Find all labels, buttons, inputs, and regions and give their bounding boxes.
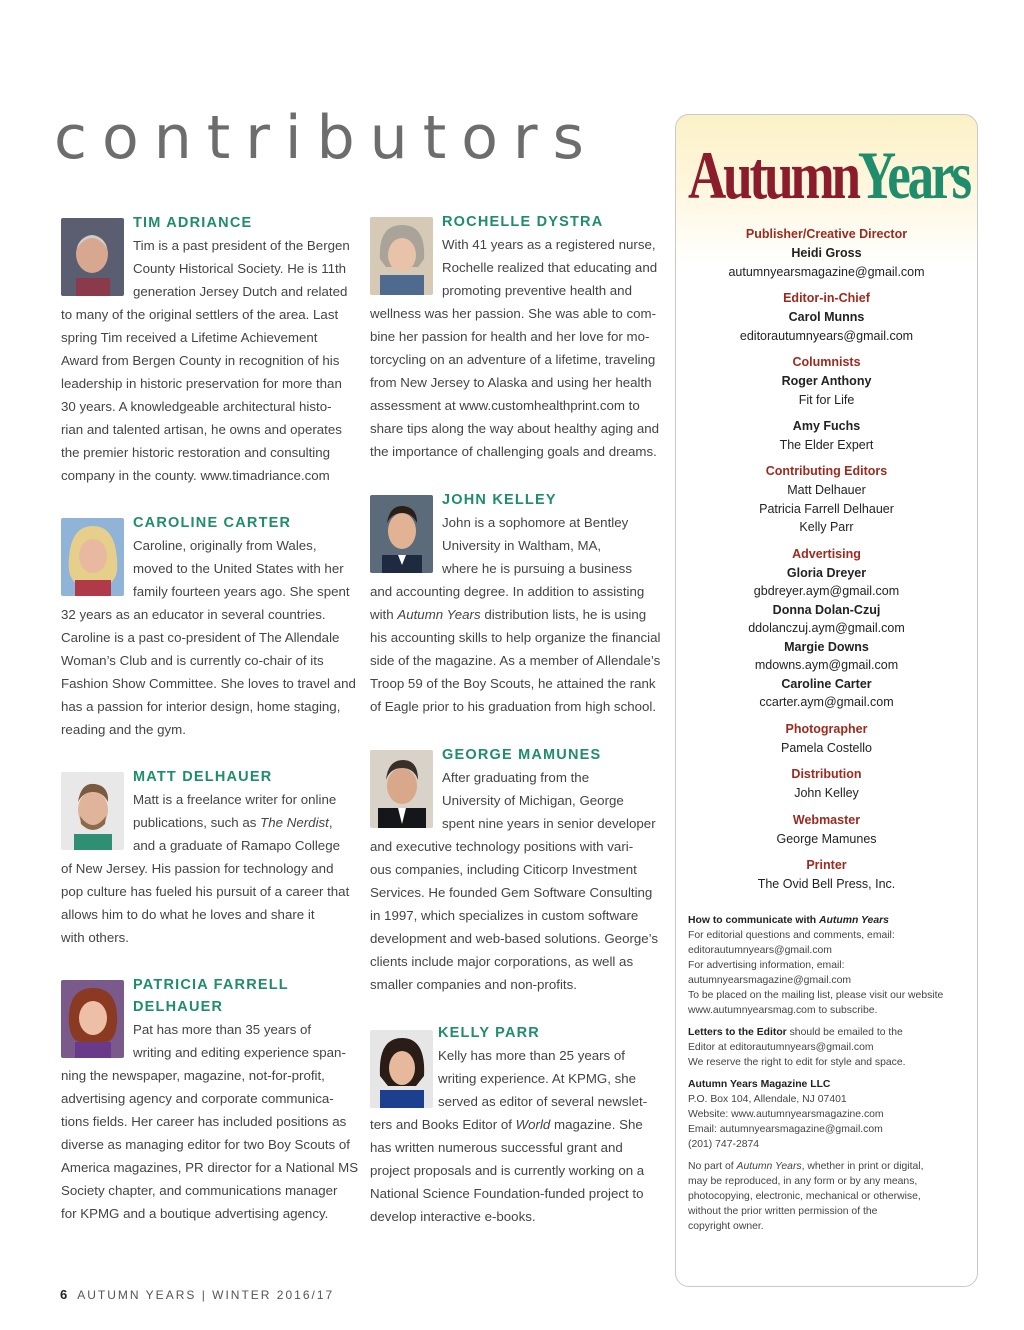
masthead-line: Heidi Gross <box>791 246 862 260</box>
masthead-line: George Mamunes <box>776 831 877 846</box>
masthead-line: gbdreyer.aym@gmail.com <box>753 584 900 598</box>
masthead-role: Advertising <box>792 546 861 561</box>
fine-print: How to communicate with Autumn Years For editorial questions and comments, email: editorautumnyears@gmail.com For advertising information, email: autumnyearsmagazine@gmail.com To be placed on the mailing list, please visit our website www.autumnyearsmag.com to subscribe. Letters to the Editor should be emailed to the Editor at editorautumnyears@gmail.com We reserve the right to edit for style and space. Autumn Years Magazine LLC P.O. Box 104, Allendale, NJ 07401 Website: www.autumnyearsmagazine.com Email: autumnyearsmagazine@gmail.com (201) 747-2874 No part of Autumn Years, whether in print or digital, may be reproduced, in any form or by any means, photocopying, electronic, mechanical or otherwise, without the prior written permission of the copyright owner. <box>688 915 944 1232</box>
bio-text: With 41 years as a registered nurse, Rochelle realized that educating and promoting preventive health and wellness was her passion. She was able to com- bine her passion for health and her love for mo- torcycling on an adventure of a lifetime, traveling from New Jersey to Alaska and using her health assessment at www.customhealthprint.com to share tips along the way about healthy aging and the importance of challenging goals and dreams. <box>370 237 660 459</box>
matt-portrait-icon <box>61 772 124 850</box>
george-portrait-icon <box>370 750 433 828</box>
bio-text: Matt is a freelance writer for online publications, such as The Nerdist, and a graduate of Ramapo College of New Jersey. His passion for technology and pop culture has fueled his pursuit of a career that allows him to do what he loves and share it with others. <box>61 792 350 945</box>
bio-name: JOHN KELLEY <box>442 492 557 508</box>
caroline-portrait-icon <box>61 518 124 596</box>
masthead-role: Columnists <box>792 355 861 369</box>
footer-text: AUTUMN YEARS | WINTER 2016/17 <box>77 1288 335 1302</box>
masthead-list <box>676 225 977 894</box>
right-column <box>370 211 670 1228</box>
autumn-years-logo: AutumnYears <box>688 137 970 213</box>
bio-name: KELLY PARR <box>438 1025 540 1041</box>
bio-name: GEORGE MAMUNES <box>442 747 602 763</box>
masthead-line: Margie Downs <box>784 639 869 654</box>
masthead-line: Roger Anthony <box>781 374 872 388</box>
masthead-line: ccarter.aym@gmail.com <box>759 695 894 709</box>
page-footer <box>60 1287 334 1302</box>
bio-patricia-farrell-delhauer <box>61 974 361 1225</box>
masthead-line: The Elder Expert <box>779 437 874 452</box>
bio-tim-adriance <box>61 212 361 487</box>
bio-text: Kelly has more than 25 years of writing experience. At KPMG, she served as editor of several newslet- ters and Books Editor of World magazine. She has written numerous successful grant and project proposals and is currently working on a National Science Foundation-funded project to develop interactive e-books. <box>370 1048 648 1224</box>
masthead-line: John Kelley <box>794 786 859 800</box>
masthead-sidebar <box>675 114 978 1287</box>
bio-george-mamunes <box>370 744 670 996</box>
masthead-role: Distribution <box>791 767 862 781</box>
masthead-role: Printer <box>806 858 847 872</box>
masthead-line: Patricia Farrell Delhauer <box>759 501 894 516</box>
masthead-role: Photographer <box>785 721 868 736</box>
masthead-line: Donna Dolan-Czuj <box>772 602 881 617</box>
masthead-line: Matt Delhauer <box>787 483 866 497</box>
bio-caroline-carter <box>61 512 361 741</box>
left-column <box>61 212 361 1225</box>
masthead-line: Carol Munns <box>788 310 865 324</box>
kelly-portrait-icon <box>370 1030 433 1108</box>
john-portrait-icon <box>370 495 433 573</box>
bio-text: Caroline, originally from Wales, moved to the United States with her family fourteen years ago. She spent 32 years as an educator in several countries. Caroline is a past co-president of The Allendale Woman’s Club and is currently co-chair of its Fashion Show Committee. She loves to travel and has a passion for interior design, home staging, reading and the gym. <box>61 538 356 737</box>
masthead-line: editorautumnyears@gmail.com <box>739 328 914 343</box>
masthead-role: Editor-in-Chief <box>783 291 870 305</box>
masthead-line: Pamela Costello <box>780 740 872 755</box>
bio-text: Pat has more than 35 years of writing and editing experience span- ning the newspaper, magazine, not-for-profit, advertising agency and corporate communica- tions fields. Her career has included positions as diverse as managing editor for two Boy Scouts of America magazines, PR director for a National MS Society chapter, and communications manager for KPMG and a boutique advertising agency. <box>61 1022 359 1221</box>
bio-kelly-parr <box>370 1022 670 1228</box>
tim-portrait-icon <box>61 218 124 296</box>
bio-matt-delhauer <box>61 766 361 949</box>
masthead-role: Contributing Editors <box>765 464 888 478</box>
bio-name: MATT DELHAUER <box>133 769 273 785</box>
masthead-line: ddolanczuj.aym@gmail.com <box>748 621 905 635</box>
masthead-line: Gloria Dreyer <box>786 565 867 580</box>
patricia-portrait-icon <box>61 980 124 1058</box>
bio-text: Tim is a past president of the Bergen County Historical Society. He is 11th generation Jersey Dutch and related to many of the original settlers of the area. Last spring Tim received a Lifetime Achievement Award from Bergen County in recognition of his leadership in historic preservation for more than 30 years. A knowledgeable architectural histo- rian and talented artisan, he owns and operates the premier historic restoration and consulting company in the county. www.timadriance.com <box>61 238 350 483</box>
bio-text: John is a sophomore at Bentley University in Waltham, MA, where he is pursuing a business and accounting degree. In addition to assisting with Autumn Years distribution lists, he is using his accounting skills to help organize the financial side of the magazine. As a member of Allendale’s Troop 59 of the Boy Scouts, he attained the rank of Eagle prior to his graduation from high school. <box>370 515 661 714</box>
masthead-line: Caroline Carter <box>781 676 872 691</box>
page-number: 6 <box>60 1287 68 1302</box>
masthead-line: The Ovid Bell Press, Inc. <box>757 877 896 891</box>
bio-name: ROCHELLE DYSTRA <box>442 214 604 230</box>
masthead-line <box>676 409 977 417</box>
masthead-line: mdowns.aym@gmail.com <box>754 658 899 672</box>
bio-name: PATRICIA FARRELL DELHAUER <box>133 977 289 1015</box>
bio-name: TIM ADRIANCE <box>133 215 253 231</box>
masthead-role: Webmaster <box>792 812 861 827</box>
bio-john-kelley <box>370 489 670 718</box>
masthead-role: Publisher/Creative Director <box>745 227 908 241</box>
bio-rochelle-dystra <box>370 211 670 463</box>
masthead-line: Amy Fuchs <box>792 419 861 433</box>
rochelle-portrait-icon <box>370 217 433 295</box>
masthead-line: autumnyearsmagazine@gmail.com <box>728 264 925 279</box>
masthead-line: Kelly Parr <box>799 520 854 534</box>
bio-text: After graduating from the University of Michigan, George spent nine years in senior developer and executive technology positions with vari- ous companies, including Citicorp Investment Services. He founded Gem Software Consulting in 1997, which specializes in custom software development and web-based solutions. George’s clients include major corporations, as well as smaller companies and non-profits. <box>370 770 659 992</box>
page-title: contributors <box>54 103 599 173</box>
bio-name: CAROLINE CARTER <box>133 515 292 531</box>
masthead-line: Fit for Life <box>798 392 855 407</box>
